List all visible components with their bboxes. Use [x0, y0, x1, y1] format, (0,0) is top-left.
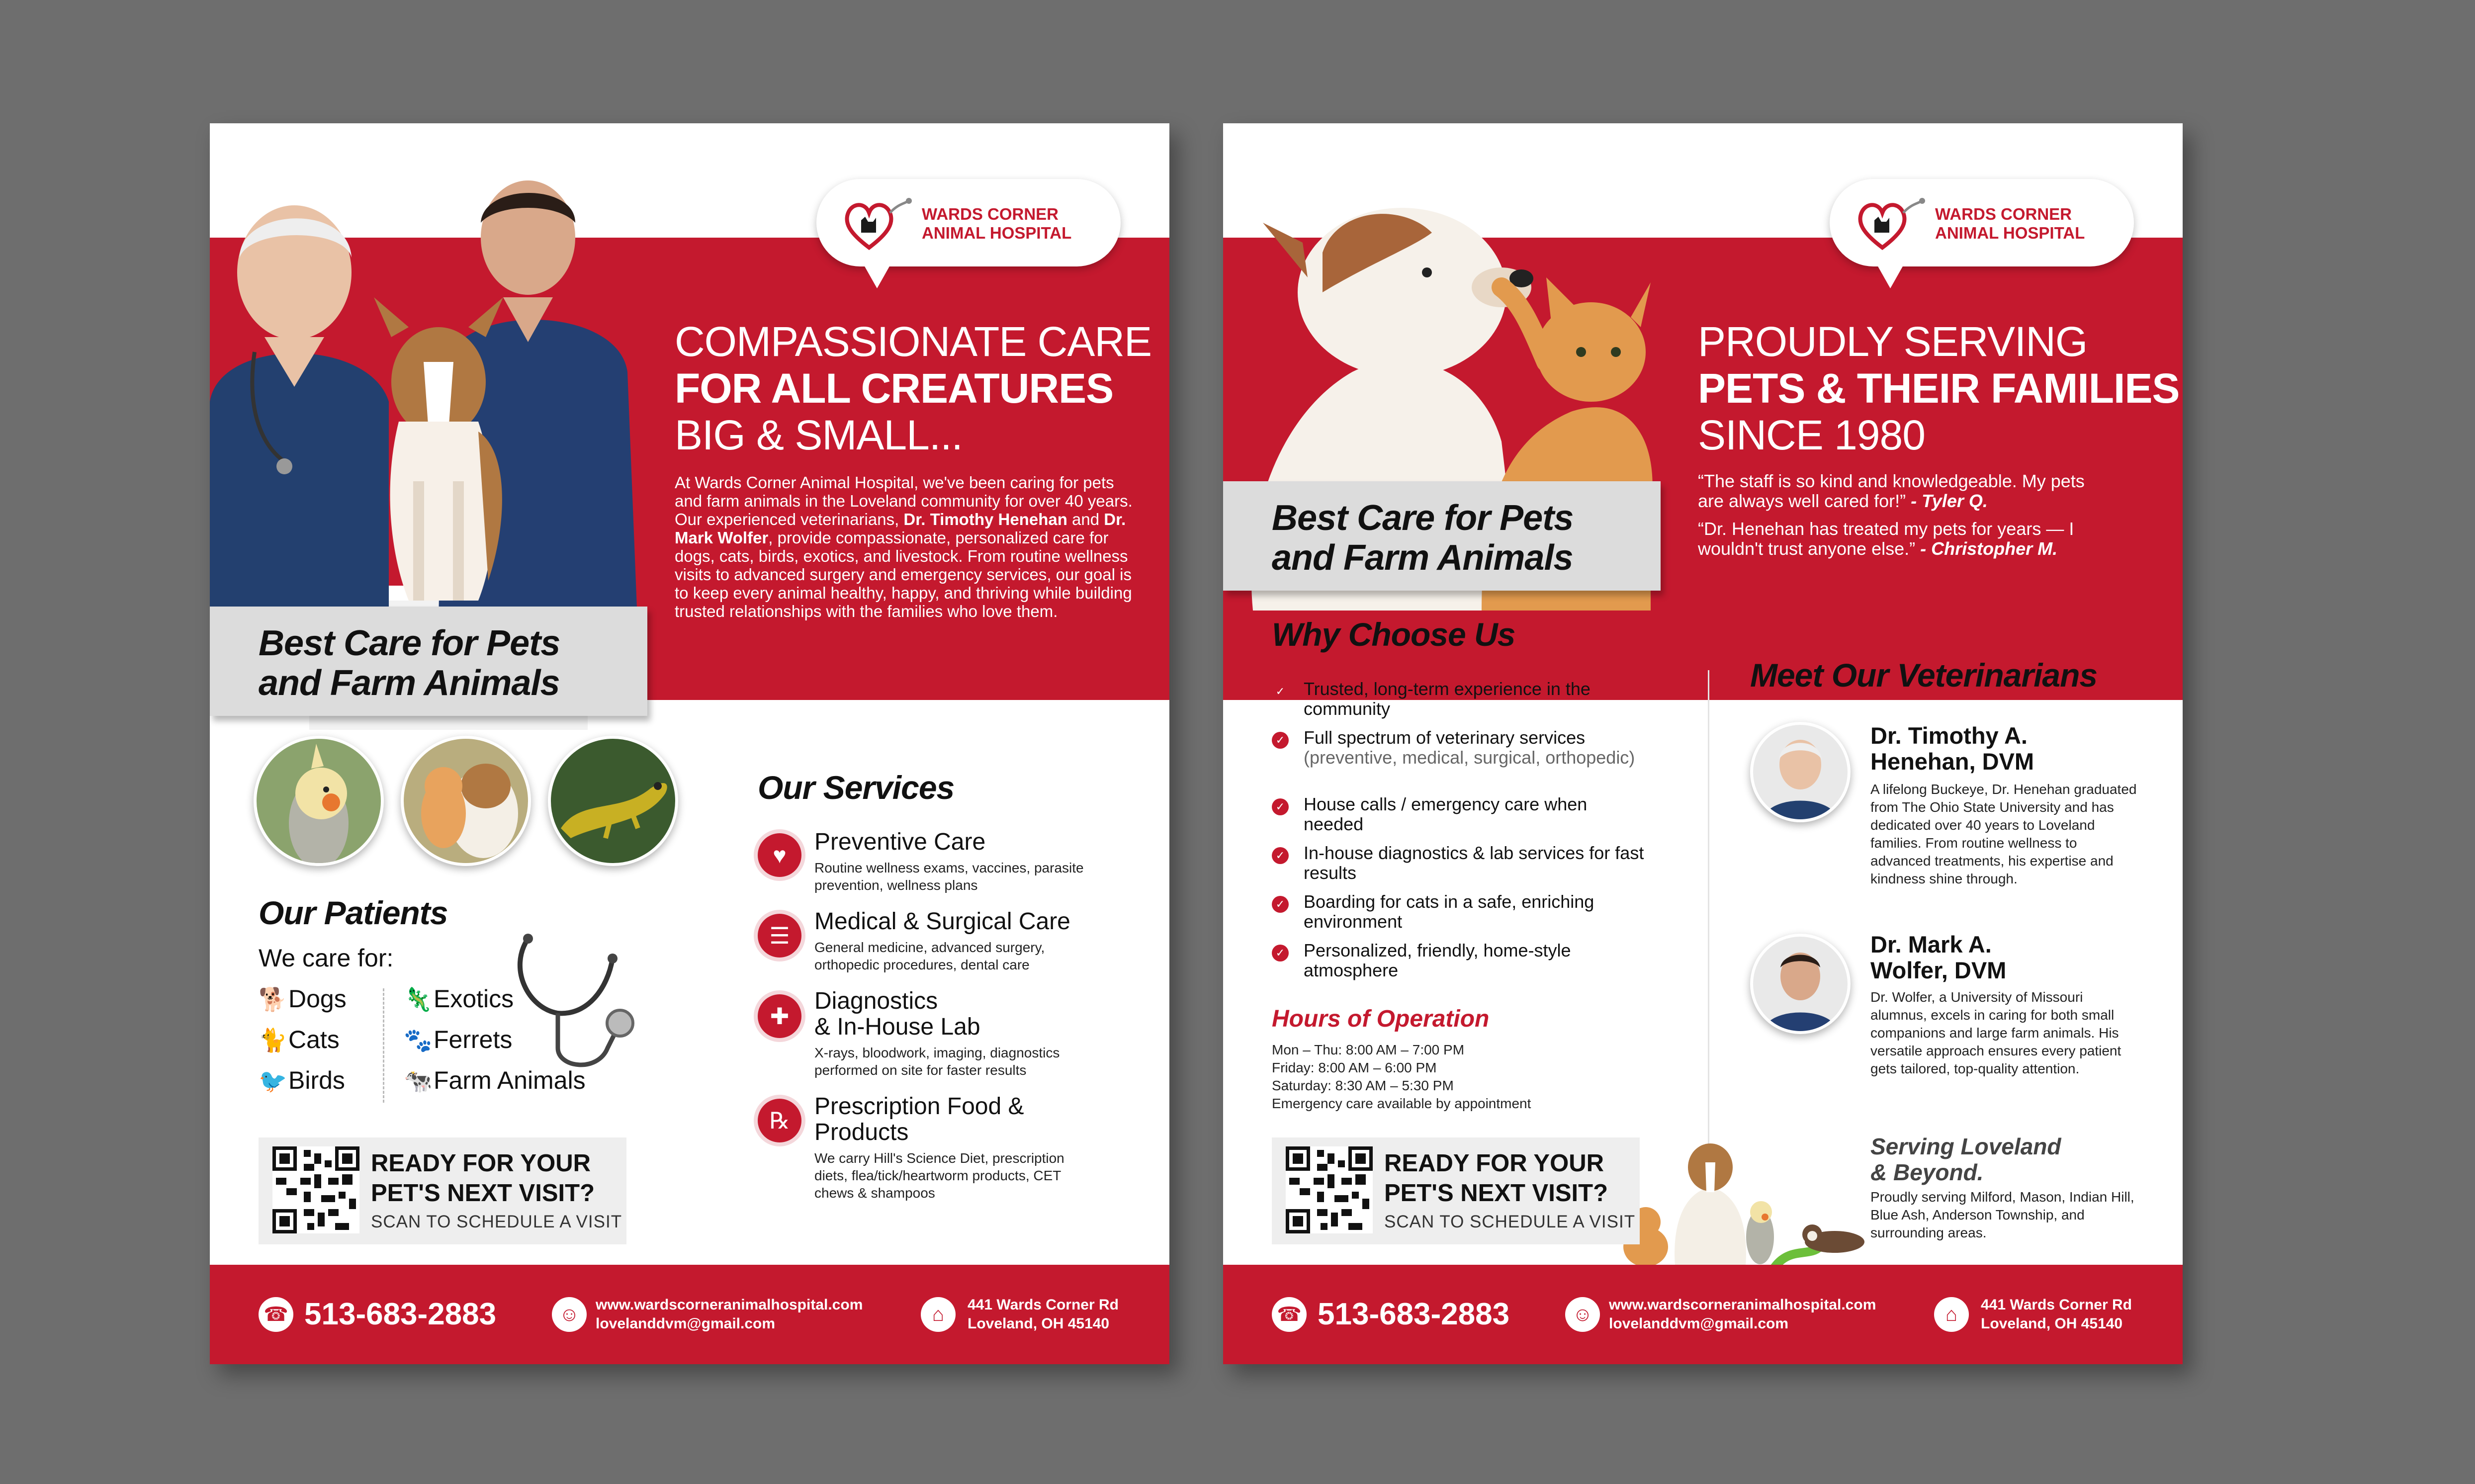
- intro-vet2: Dr. Mark Wolfer: [675, 510, 1126, 547]
- footer-address: [1981, 1296, 2132, 1333]
- headline-line3: BIG & SMALL...: [675, 412, 963, 458]
- logo-line1: WARDS CORNER: [922, 205, 1059, 223]
- cta-sub: SCAN TO SCHEDULE A VISIT: [1384, 1212, 1636, 1231]
- person-icon: ☺: [1565, 1297, 1600, 1332]
- medical-cross-icon: ✚: [758, 994, 801, 1038]
- why-item: [1304, 892, 1652, 932]
- footer-website[interactable]: www.wardscorneranimalhospital.com: [1609, 1297, 1876, 1313]
- headline-line2: PETS & THEIR FAMILIES: [1698, 365, 2180, 412]
- home-icon: ⌂: [1934, 1297, 1969, 1332]
- patient-item: [259, 984, 347, 1013]
- bird-icon: 🐦: [259, 1068, 287, 1094]
- check-icon: ✓: [1272, 896, 1289, 913]
- cta-line2: PET'S NEXT VISIT?: [371, 1180, 595, 1207]
- qr-code[interactable]: [272, 1146, 359, 1233]
- logo-line2: ANIMAL HOSPITAL: [922, 224, 1072, 242]
- cat-icon: 🐈: [259, 1027, 287, 1053]
- headline-line3: SINCE 1980: [1698, 412, 1925, 458]
- hours-list: [1272, 1041, 1531, 1113]
- phone-icon: ☎: [259, 1297, 293, 1332]
- patient-item: [404, 984, 514, 1013]
- cta-line2: PET'S NEXT VISIT?: [1384, 1180, 1608, 1207]
- patient-item: [404, 1025, 512, 1054]
- back-headline: [1698, 318, 2179, 458]
- patient-label: Ferrets: [434, 1026, 513, 1053]
- footer-contact: [596, 1296, 863, 1333]
- patient-item: [259, 1066, 345, 1095]
- why-item: [1304, 728, 1652, 768]
- service-title: Preventive Care: [814, 829, 986, 855]
- dog-icon: 🐕: [259, 986, 287, 1012]
- service-title-line2: Products: [814, 1119, 909, 1145]
- check-icon: ✓: [1272, 847, 1289, 864]
- front-headline: [675, 318, 1151, 458]
- logo-line1: WARDS CORNER: [1935, 205, 2072, 223]
- cta-line1: READY FOR YOUR: [1384, 1150, 1604, 1177]
- why-text: Full spectrum of veterinary services: [1304, 727, 1586, 748]
- testimonial: [1698, 519, 2106, 559]
- footer: [210, 1265, 1169, 1364]
- footer-contact: [1609, 1296, 1876, 1333]
- check-icon: ✓: [1272, 798, 1289, 815]
- hours-title: Hours of Operation: [1272, 1006, 1490, 1032]
- testimonial-author: - Tyler Q.: [1906, 491, 1988, 511]
- serving-line2: & Beyond.: [1870, 1159, 1984, 1185]
- ferret-icon: 🐾: [404, 1027, 433, 1053]
- headline-line2: FOR ALL CREATURES: [675, 365, 1114, 412]
- testimonial-text: “Dr. Henehan has treated my pets for years — I wouldn't trust anyone else.”: [1698, 519, 2074, 559]
- service-desc: Routine wellness exams, vaccines, parasite prevention, wellness plans: [814, 860, 1084, 893]
- service-title: Medical & Surgical Care: [814, 908, 1070, 935]
- why-item: [1304, 843, 1652, 883]
- farm-icon: 🐄: [404, 1068, 433, 1094]
- hours-line: Emergency care available by appointment: [1272, 1096, 1531, 1111]
- check-icon: ✓: [1272, 683, 1289, 700]
- patient-label: Exotics: [434, 985, 514, 1013]
- vet-photo-wolfer: [1750, 934, 1851, 1034]
- hours-line: Mon – Thu: 8:00 AM – 7:00 PM: [1272, 1042, 1465, 1057]
- intro-part1: At Wards Corner Animal Hospital, we've been caring for pets and farm animals in the Loveland community for over 40 years. Our experienced veterinarians,: [675, 473, 1133, 528]
- why-text: Trusted, long-term experience in the community: [1304, 679, 1591, 719]
- patient-label: Farm Animals: [434, 1066, 586, 1094]
- stethoscope-icon: [508, 929, 637, 1078]
- headline-line1: PROUDLY SERVING: [1698, 318, 2088, 365]
- service-desc: X-rays, bloodwork, imaging, diagnostics performed on site for faster results: [814, 1045, 1060, 1078]
- why-item: [1304, 941, 1652, 980]
- patient-label: Cats: [288, 1026, 340, 1053]
- qr-cta: [259, 1137, 626, 1244]
- hours-line: Saturday: 8:30 AM – 5:30 PM: [1272, 1078, 1454, 1093]
- check-icon: ✓: [1272, 732, 1289, 749]
- flyer-front: [210, 123, 1169, 1364]
- patient-label: Dogs: [288, 985, 347, 1013]
- vet-photo-henehan: [1750, 722, 1851, 822]
- qr-cta: [1272, 1137, 1640, 1244]
- footer-email[interactable]: lovelanddvm@gmail.com: [596, 1315, 776, 1332]
- banner-line1: Best Care for Pets: [1272, 498, 1574, 538]
- banner-line1: Best Care for Pets: [259, 623, 560, 663]
- home-icon: ⌂: [921, 1297, 956, 1332]
- intro-vet1: Dr. Timothy Henehan: [903, 510, 1067, 528]
- patients-title: Our Patients: [259, 894, 448, 931]
- vets-title: Meet Our Veterinarians: [1750, 657, 2098, 694]
- footer-phone[interactable]: 513-683-2883: [304, 1297, 497, 1331]
- vet-name: [1870, 932, 2006, 983]
- check-icon: ✓: [1272, 945, 1289, 961]
- lizard-icon: 🦎: [404, 986, 433, 1012]
- vet-name: [1870, 723, 2034, 775]
- why-text: Personalized, friendly, home-style atmosphere: [1304, 940, 1571, 980]
- back-banner: [1223, 481, 1661, 591]
- column-divider: [1708, 670, 1709, 1167]
- person-icon: ☺: [552, 1297, 587, 1332]
- footer-website[interactable]: www.wardscorneranimalhospital.com: [596, 1297, 863, 1313]
- vet-name-line2: Henehan, DVM: [1870, 748, 2034, 775]
- intro-and: and: [1067, 510, 1104, 528]
- service-title: Prescription Food &: [814, 1093, 1024, 1120]
- vet-name-line1: Dr. Mark A.: [1870, 931, 1992, 958]
- serving-line1: Serving Loveland: [1870, 1134, 2061, 1159]
- paw-shield-icon: ♥: [758, 833, 801, 877]
- patient-item: [259, 1025, 340, 1054]
- footer-address2: Loveland, OH 45140: [1981, 1315, 2123, 1332]
- why-text: In-house diagnostics & lab services for fast results: [1304, 843, 1644, 883]
- footer-address1: 441 Wards Corner Rd: [1981, 1297, 2132, 1313]
- serving-title: [1870, 1134, 2061, 1185]
- front-banner: [210, 607, 647, 716]
- flyer-back: [1223, 123, 2183, 1364]
- banner-line2: and Farm Animals: [259, 663, 560, 703]
- service-title: Diagnostics: [814, 988, 938, 1014]
- services-title: Our Services: [758, 769, 955, 806]
- cockatiel-photo: [254, 736, 384, 866]
- heart-stethoscope-icon: [1857, 198, 1927, 253]
- patients-divider: [383, 988, 384, 1103]
- why-sub: (preventive, medical, surgical, orthopedic): [1304, 747, 1635, 768]
- patients-subtitle: We care for:: [259, 944, 394, 972]
- vet-name-line1: Dr. Timothy A.: [1870, 722, 2028, 749]
- clipboard-icon: ☰: [758, 914, 801, 958]
- phone-icon: ☎: [1272, 1297, 1307, 1332]
- animal-group-photo: [1616, 1123, 1864, 1272]
- gecko-photo: [548, 736, 678, 866]
- headline-line1: COMPASSIONATE CARE: [675, 318, 1152, 365]
- why-text: Boarding for cats in a safe, enriching environment: [1304, 891, 1594, 932]
- heart-stethoscope-icon: [844, 198, 914, 253]
- why-text: House calls / emergency care when needed: [1304, 794, 1588, 834]
- testimonial: [1698, 471, 2106, 511]
- why-item: [1304, 679, 1652, 719]
- vet-name-line2: Wolfer, DVM: [1870, 957, 2007, 983]
- footer-email[interactable]: lovelanddvm@gmail.com: [1609, 1315, 1789, 1332]
- cta-sub: SCAN TO SCHEDULE A VISIT: [371, 1212, 622, 1231]
- why-item: [1304, 794, 1652, 834]
- serving-desc: Proudly serving Milford, Mason, Indian Hill, Blue Ash, Anderson Township, and surrounding areas.: [1870, 1189, 2134, 1240]
- footer: [1223, 1265, 2183, 1364]
- logo-line2: ANIMAL HOSPITAL: [1935, 224, 2085, 242]
- footer-address2: Loveland, OH 45140: [968, 1315, 1110, 1332]
- banner-line2: and Farm Animals: [1272, 538, 1573, 578]
- footer-phone[interactable]: 513-683-2883: [1318, 1297, 1510, 1331]
- intro-paragraph: [675, 473, 1137, 620]
- patient-label: Birds: [288, 1066, 345, 1094]
- why-title: Why Choose Us: [1272, 616, 1515, 653]
- footer-address: [968, 1296, 1119, 1333]
- testimonial-text: “The staff is so kind and knowledgeable. My pets are always well cared for!”: [1698, 471, 2085, 511]
- service-desc: We carry Hill's Science Diet, prescription diets, flea/tick/heartworm products, CET chews & shampoos: [814, 1150, 1064, 1201]
- service-title-line2: & In-House Lab: [814, 1014, 980, 1040]
- service-desc: General medicine, advanced surgery, orthopedic procedures, dental care: [814, 940, 1045, 972]
- logo: [816, 179, 1121, 266]
- dog-and-cat-photo: [401, 736, 531, 866]
- intro-part2: , provide compassionate, personalized care for dogs, cats, birds, exotics, and livestock. From routine wellness visits to advanced surgery and emergency services, our goal is to keep every animal healthy, happy, and thriving while building trusted relationships with the families who love them.: [675, 528, 1132, 620]
- qr-code[interactable]: [1286, 1146, 1373, 1233]
- hours-line: Friday: 8:00 AM – 6:00 PM: [1272, 1060, 1437, 1075]
- logo: [1830, 179, 2134, 266]
- cta-line1: READY FOR YOUR: [371, 1150, 591, 1177]
- vet-desc: A lifelong Buckeye, Dr. Henehan graduated from The Ohio State University and has dedicated over 40 years to Loveland families. From routine wellness to advanced treatments, his expertise and kindness shine through.: [1870, 782, 2137, 886]
- testimonial-author: - Christopher M.: [1915, 538, 2058, 559]
- footer-address1: 441 Wards Corner Rd: [968, 1297, 1119, 1313]
- prescription-icon: ℞: [758, 1099, 801, 1142]
- vet-desc: Dr. Wolfer, a University of Missouri alumnus, excels in caring for both small companions and large farm animals. His versatile approach ensures every patient gets tailored, top-quality attention.: [1870, 989, 2121, 1076]
